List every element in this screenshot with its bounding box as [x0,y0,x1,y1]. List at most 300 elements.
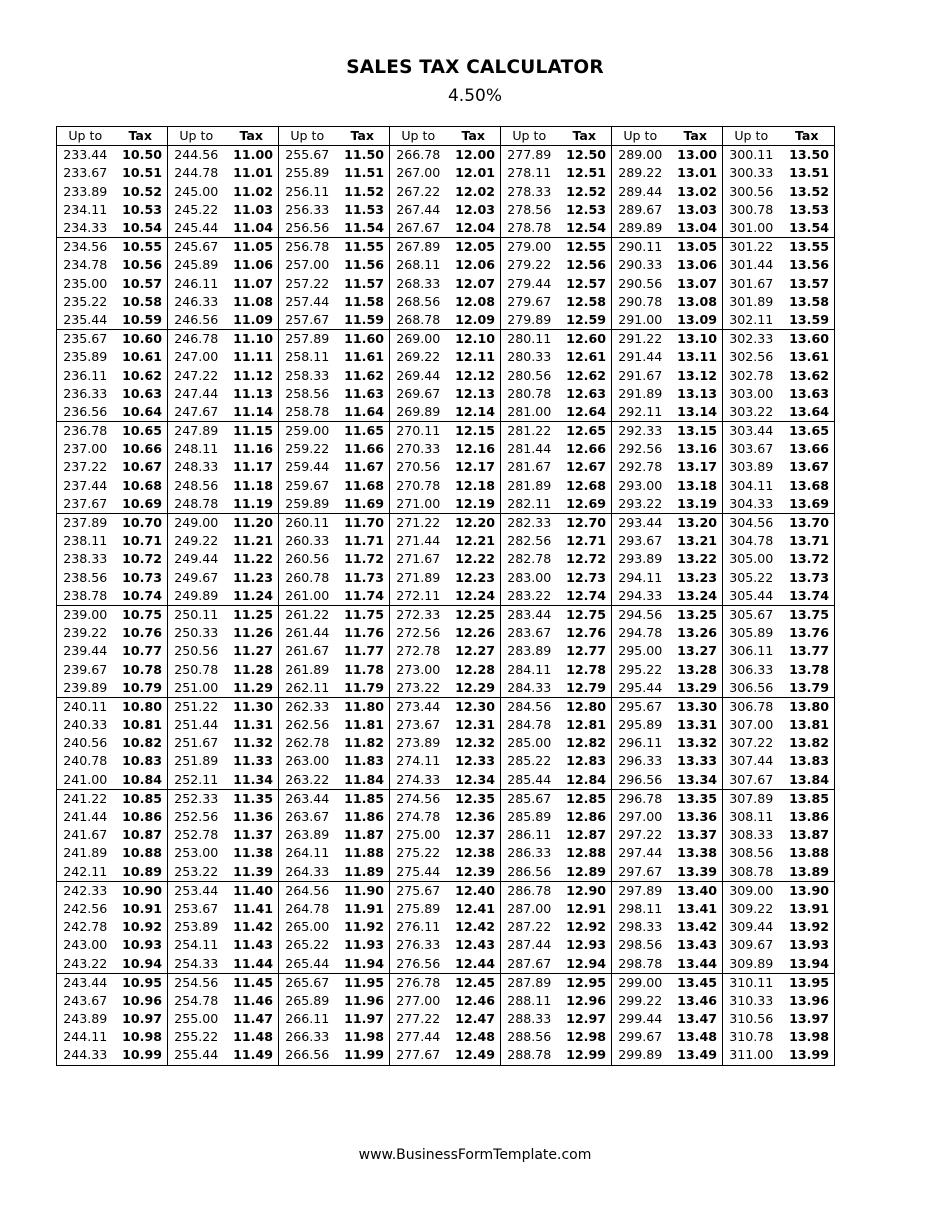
cell-tax: 10.72 [122,551,162,567]
cell-tax: 13.26 [677,625,717,641]
cell-up-to: 289.67 [612,201,669,219]
cell-up-to: 277.89 [501,146,558,165]
cell-up-to: 271.67 [390,550,447,568]
cell-up-to: 260.11 [279,513,336,532]
cell-tax: 13.48 [677,1029,717,1045]
cell-up-to: 292.33 [612,422,669,441]
cell-tax: 13.39 [677,863,717,879]
cell-up-to: 297.00 [612,808,669,826]
cell-tax: 11.19 [233,495,273,511]
cell-tax: 13.24 [677,587,717,603]
header-up-to: Up to [501,127,558,146]
cell-up-to: 238.11 [57,532,114,550]
cell-tax: 12.96 [566,992,606,1008]
cell-up-to: 249.44 [168,550,225,568]
table-row [57,238,835,257]
cell-up-to: 284.33 [501,679,558,698]
table-row [57,660,835,678]
cell-up-to: 289.44 [612,183,669,201]
cell-up-to: 270.11 [390,422,447,441]
cell-up-to: 269.44 [390,366,447,384]
cell-up-to: 266.78 [390,146,447,165]
cell-up-to: 297.89 [612,881,669,900]
cell-tax: 11.09 [233,311,273,327]
cell-tax: 12.64 [566,403,606,419]
cell-up-to: 261.67 [279,642,336,660]
cell-up-to: 307.00 [723,716,780,734]
cell-tax: 10.81 [122,717,162,733]
cell-up-to: 274.78 [390,808,447,826]
cell-tax: 12.59 [566,311,606,327]
cell-tax: 12.23 [455,569,495,585]
table-row [57,1010,835,1028]
cell-tax: 13.67 [780,458,835,476]
table-row [57,642,835,660]
cell-up-to: 266.11 [279,1010,336,1028]
cell-up-to: 294.78 [612,624,669,642]
cell-up-to: 283.44 [501,605,558,624]
cell-tax: 11.79 [344,679,384,695]
cell-up-to: 278.33 [501,183,558,201]
cell-up-to: 261.00 [279,587,336,606]
header-tax: Tax [669,127,723,146]
cell-tax: 13.62 [780,366,835,384]
cell-tax: 12.47 [455,1011,495,1027]
table-row [57,256,835,274]
cell-tax: 10.97 [122,1011,162,1027]
cell-tax: 10.63 [122,385,162,401]
cell-tax: 12.33 [455,753,495,769]
cell-up-to: 251.22 [168,697,225,716]
cell-up-to: 240.56 [57,734,114,752]
header-tax: Tax [336,127,390,146]
cell-tax: 12.06 [455,257,495,273]
cell-up-to: 244.11 [57,1028,114,1046]
cell-tax: 13.68 [780,477,835,495]
cell-up-to: 272.33 [390,605,447,624]
cell-tax: 13.05 [669,238,723,257]
cell-up-to: 279.22 [501,256,558,274]
cell-tax: 13.76 [780,624,835,642]
cell-tax: 12.02 [455,183,495,199]
cell-up-to: 268.78 [390,311,447,330]
cell-up-to: 297.44 [612,844,669,862]
cell-tax: 10.74 [122,587,162,603]
table-row [57,201,835,219]
cell-tax: 10.64 [122,403,162,419]
cell-tax: 11.75 [336,605,390,624]
cell-up-to: 247.67 [168,403,225,422]
cell-up-to: 276.56 [390,954,447,973]
cell-tax: 11.41 [233,900,273,916]
table-row [57,844,835,862]
cell-up-to: 258.78 [279,403,336,422]
cell-tax: 10.71 [122,533,162,549]
cell-up-to: 305.00 [723,550,780,568]
cell-tax: 12.11 [455,349,495,365]
cell-tax: 13.23 [677,569,717,585]
cell-tax: 11.22 [233,551,273,567]
cell-tax: 11.85 [336,789,390,808]
cell-tax: 12.85 [558,789,612,808]
cell-up-to: 305.44 [723,587,780,606]
cell-up-to: 278.56 [501,201,558,219]
cell-up-to: 298.11 [612,900,669,918]
cell-tax: 13.40 [669,881,723,900]
cell-tax: 12.54 [566,220,606,236]
cell-up-to: 275.22 [390,844,447,862]
cell-tax: 10.58 [122,293,162,309]
cell-tax: 13.30 [669,697,723,716]
cell-tax: 13.73 [780,569,835,587]
cell-tax: 10.86 [122,809,162,825]
cell-tax: 13.22 [677,551,717,567]
cell-up-to: 260.56 [279,550,336,568]
cell-up-to: 309.44 [723,918,780,936]
cell-tax: 11.82 [344,735,384,751]
cell-tax: 11.92 [344,919,384,935]
cell-tax: 10.89 [122,863,162,879]
cell-up-to: 261.89 [279,660,336,678]
cell-tax: 12.97 [566,1011,606,1027]
cell-tax: 13.00 [677,147,717,163]
cell-up-to: 266.56 [279,1046,336,1065]
cell-up-to: 292.78 [612,458,669,476]
cell-up-to: 272.56 [390,624,447,642]
cell-up-to: 305.89 [723,624,780,642]
cell-up-to: 236.78 [57,422,114,441]
cell-tax: 11.24 [233,587,273,603]
cell-tax: 13.92 [780,918,835,936]
cell-tax: 13.80 [780,697,835,716]
cell-up-to: 308.78 [723,863,780,882]
cell-up-to: 299.00 [612,973,669,992]
cell-tax: 10.94 [122,955,162,971]
cell-tax: 11.06 [233,257,273,273]
cell-tax: 13.02 [677,183,717,199]
cell-up-to: 265.89 [279,992,336,1010]
cell-up-to: 265.67 [279,973,336,992]
cell-up-to: 285.00 [501,734,558,752]
cell-up-to: 309.22 [723,900,780,918]
footer-url: www.BusinessFormTemplate.com [358,1147,592,1163]
cell-up-to: 256.78 [279,238,336,257]
cell-up-to: 292.11 [612,403,669,422]
table-row [57,385,835,403]
cell-up-to: 247.00 [168,348,225,366]
cell-tax: 11.68 [344,477,384,493]
cell-tax: 10.70 [114,513,168,532]
cell-tax: 13.70 [780,513,835,532]
table-row [57,992,835,1010]
cell-up-to: 309.00 [723,881,780,900]
cell-up-to: 271.00 [390,495,447,514]
cell-tax: 13.44 [677,955,717,971]
cell-up-to: 294.56 [612,605,669,624]
cell-up-to: 250.78 [168,660,225,678]
cell-tax: 11.56 [344,257,384,273]
cell-up-to: 237.22 [57,458,114,476]
cell-up-to: 255.89 [279,164,336,182]
cell-tax: 12.86 [566,809,606,825]
cell-up-to: 246.56 [168,311,225,330]
cell-up-to: 283.22 [501,587,558,606]
cell-up-to: 237.89 [57,513,114,532]
cell-up-to: 286.11 [501,826,558,844]
cell-up-to: 269.22 [390,348,447,366]
header-up-to: Up to [279,127,336,146]
cell-up-to: 281.89 [501,477,558,495]
cell-tax: 12.16 [455,441,495,457]
table-row [57,734,835,752]
cell-up-to: 260.78 [279,569,336,587]
table-row [57,900,835,918]
cell-tax: 10.83 [122,753,162,769]
cell-tax: 11.52 [344,183,384,199]
cell-up-to: 274.33 [390,771,447,790]
cell-up-to: 264.33 [279,863,336,882]
cell-tax: 10.67 [122,459,162,475]
cell-up-to: 249.00 [168,513,225,532]
cell-up-to: 238.78 [57,587,114,606]
cell-tax: 12.50 [566,147,606,163]
cell-tax: 10.93 [122,937,162,953]
cell-tax: 13.38 [677,845,717,861]
cell-tax: 11.40 [225,881,279,900]
cell-tax: 13.56 [780,256,835,274]
cell-up-to: 294.33 [612,587,669,606]
cell-tax: 13.21 [677,533,717,549]
cell-tax: 11.86 [344,809,384,825]
cell-tax: 12.79 [566,679,606,695]
cell-tax: 13.32 [677,735,717,751]
cell-tax: 11.80 [336,697,390,716]
cell-up-to: 249.89 [168,587,225,606]
cell-tax: 13.45 [669,973,723,992]
cell-up-to: 235.89 [57,348,114,366]
cell-up-to: 233.67 [57,164,114,182]
cell-up-to: 247.22 [168,366,225,384]
cell-tax: 13.41 [677,900,717,916]
cell-up-to: 239.22 [57,624,114,642]
cell-tax: 12.34 [455,771,495,787]
cell-tax: 13.01 [677,165,717,181]
cell-tax: 12.57 [566,275,606,291]
cell-tax: 13.35 [669,789,723,808]
cell-up-to: 236.11 [57,366,114,384]
cell-up-to: 301.67 [723,275,780,293]
cell-tax: 13.46 [677,992,717,1008]
cell-tax: 13.81 [780,716,835,734]
cell-up-to: 296.33 [612,752,669,770]
cell-up-to: 309.67 [723,936,780,954]
table-row [57,881,835,900]
cell-up-to: 241.00 [57,771,114,790]
cell-up-to: 267.89 [390,238,447,257]
cell-tax: 13.06 [677,257,717,273]
cell-tax: 12.67 [566,459,606,475]
cell-tax: 12.82 [566,735,606,751]
cell-up-to: 255.67 [279,146,336,165]
cell-up-to: 261.44 [279,624,336,642]
cell-tax: 13.63 [780,385,835,403]
cell-up-to: 276.78 [390,973,447,992]
cell-tax: 12.92 [566,919,606,935]
cell-tax: 13.55 [780,238,835,257]
cell-up-to: 310.56 [723,1010,780,1028]
cell-tax: 11.87 [344,827,384,843]
cell-tax: 11.13 [233,385,273,401]
cell-up-to: 301.44 [723,256,780,274]
cell-tax: 10.65 [114,422,168,441]
cell-tax: 11.71 [344,533,384,549]
cell-up-to: 252.11 [168,771,225,790]
cell-tax: 11.76 [344,625,384,641]
cell-tax: 13.11 [677,349,717,365]
cell-tax: 12.46 [455,992,495,1008]
cell-up-to: 296.11 [612,734,669,752]
cell-tax: 10.98 [122,1029,162,1045]
cell-up-to: 267.00 [390,164,447,182]
cell-up-to: 268.11 [390,256,447,274]
cell-tax: 12.36 [455,809,495,825]
cell-tax: 11.74 [344,587,384,603]
cell-tax: 12.22 [455,551,495,567]
cell-up-to: 281.00 [501,403,558,422]
cell-tax: 10.69 [122,495,162,511]
cell-tax: 11.28 [233,661,273,677]
cell-tax: 10.90 [114,881,168,900]
cell-up-to: 255.44 [168,1046,225,1065]
cell-up-to: 280.78 [501,385,558,403]
cell-up-to: 293.00 [612,477,669,495]
cell-tax: 12.19 [455,495,495,511]
cell-up-to: 250.33 [168,624,225,642]
cell-up-to: 253.00 [168,844,225,862]
table-row [57,183,835,201]
cell-up-to: 243.44 [57,973,114,992]
cell-tax: 12.66 [566,441,606,457]
cell-up-to: 293.44 [612,513,669,532]
cell-tax: 10.91 [122,900,162,916]
cell-up-to: 234.78 [57,256,114,274]
cell-up-to: 291.44 [612,348,669,366]
cell-tax: 11.00 [233,147,273,163]
cell-tax: 13.77 [780,642,835,660]
cell-up-to: 300.78 [723,201,780,219]
cell-up-to: 287.44 [501,936,558,954]
cell-tax: 13.57 [780,275,835,293]
table-row [57,440,835,458]
cell-tax: 12.28 [455,661,495,677]
cell-tax: 12.51 [566,165,606,181]
cell-up-to: 250.11 [168,605,225,624]
cell-tax: 12.24 [455,587,495,603]
cell-tax: 11.15 [225,422,279,441]
cell-up-to: 302.78 [723,366,780,384]
cell-up-to: 272.78 [390,642,447,660]
table-row [57,789,835,808]
table-row [57,293,835,311]
cell-tax: 13.13 [677,385,717,401]
cell-up-to: 239.00 [57,605,114,624]
cell-up-to: 263.89 [279,826,336,844]
cell-tax: 12.18 [455,477,495,493]
cell-tax: 13.82 [780,734,835,752]
cell-tax: 12.35 [447,789,501,808]
cell-up-to: 293.89 [612,550,669,568]
cell-tax: 12.04 [455,220,495,236]
cell-up-to: 289.89 [612,219,669,238]
table-row [57,495,835,514]
cell-tax: 10.99 [114,1046,168,1065]
cell-up-to: 310.33 [723,992,780,1010]
cell-tax: 11.94 [344,955,384,971]
cell-tax: 11.96 [344,992,384,1008]
cell-tax: 13.18 [677,477,717,493]
cell-tax: 12.30 [447,697,501,716]
cell-up-to: 266.33 [279,1028,336,1046]
cell-up-to: 287.67 [501,954,558,973]
cell-up-to: 245.22 [168,201,225,219]
cell-up-to: 259.44 [279,458,336,476]
cell-up-to: 267.67 [390,219,447,238]
cell-up-to: 289.22 [612,164,669,182]
cell-up-to: 306.78 [723,697,780,716]
cell-up-to: 241.22 [57,789,114,808]
cell-tax: 13.75 [780,605,835,624]
table-row [57,605,835,624]
cell-tax: 11.51 [344,165,384,181]
cell-tax: 13.28 [677,661,717,677]
cell-tax: 13.78 [780,660,835,678]
cell-up-to: 282.56 [501,532,558,550]
cell-up-to: 280.33 [501,348,558,366]
cell-tax: 10.82 [122,735,162,751]
cell-up-to: 273.00 [390,660,447,678]
cell-up-to: 308.11 [723,808,780,826]
cell-tax: 11.58 [344,293,384,309]
cell-up-to: 288.78 [501,1046,558,1065]
cell-up-to: 245.44 [168,219,225,238]
cell-tax: 11.78 [344,661,384,677]
cell-up-to: 239.44 [57,642,114,660]
cell-up-to: 279.67 [501,293,558,311]
cell-up-to: 277.67 [390,1046,447,1065]
cell-tax: 13.33 [677,753,717,769]
cell-tax: 11.44 [233,955,273,971]
cell-up-to: 259.00 [279,422,336,441]
cell-tax: 13.66 [780,440,835,458]
cell-up-to: 274.56 [390,789,447,808]
cell-tax: 12.88 [566,845,606,861]
cell-tax: 12.41 [455,900,495,916]
cell-tax: 13.51 [780,164,835,182]
cell-tax: 13.91 [780,900,835,918]
table-row [57,532,835,550]
cell-up-to: 286.33 [501,844,558,862]
cell-up-to: 308.33 [723,826,780,844]
cell-tax: 13.95 [780,973,835,992]
cell-tax: 12.90 [558,881,612,900]
cell-tax: 12.73 [566,569,606,585]
cell-up-to: 284.78 [501,716,558,734]
cell-tax: 13.20 [669,513,723,532]
cell-tax: 13.86 [780,808,835,826]
cell-tax: 10.84 [122,771,162,787]
cell-tax: 11.53 [344,201,384,217]
cell-up-to: 277.00 [390,992,447,1010]
